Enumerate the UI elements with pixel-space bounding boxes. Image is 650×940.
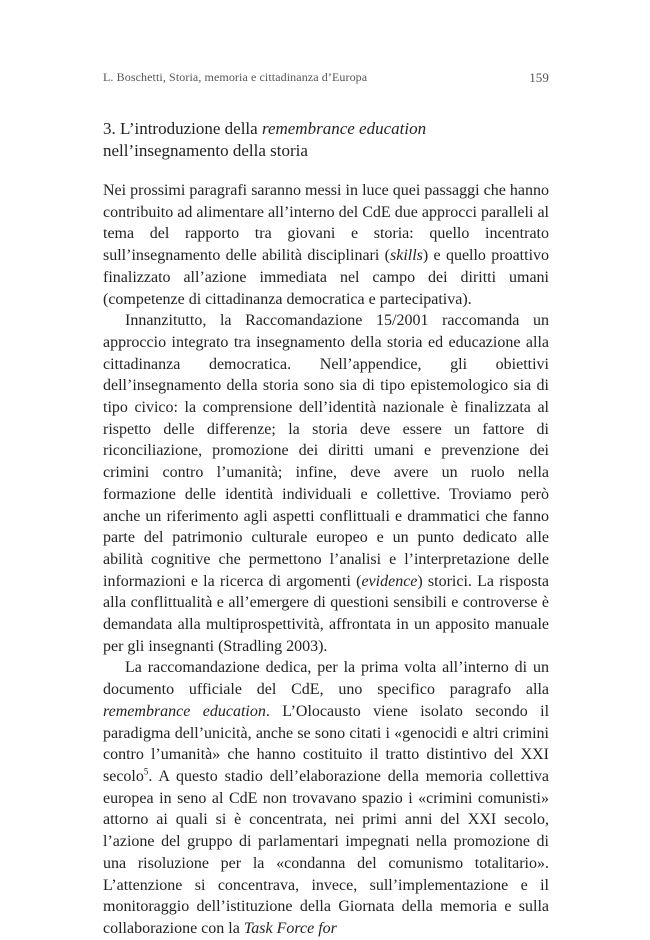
- paragraph-text: ) storici. La risposta alla conflittualità e all’emergere di questioni sensibili e controverse è demandata alla multiprospettività, affrontata in un apposito manuale per gli insegnanti (Stradling 2003).: [103, 572, 550, 655]
- italic-term: skills: [389, 247, 423, 265]
- paragraph-text: ) e quello proattivo finalizzato all’azione immediata nel campo dei diritti umani (competenze di cittadinanza democratica e partecipativa).: [103, 247, 550, 308]
- italic-term: Task Force for: [243, 919, 337, 937]
- italic-term: evidence: [361, 572, 418, 590]
- italic-term: remembrance education: [103, 702, 266, 720]
- paragraph-text: La raccomandazione dedica, per la prima volta all’interno di un documento ufficiale del CdE, uno specifico paragrafo alla: [103, 659, 549, 699]
- section-heading-suffix: nell’insegnamento della storia: [103, 141, 308, 160]
- running-title: L. Boschetti, Storia, memoria e cittadinanza d’Europa: [103, 70, 368, 84]
- page-number: 159: [529, 70, 549, 85]
- paragraph-text: . A questo stadio dell’elaborazione della memoria collettiva europea in seno al CdE non trovavano spazio i «crimini comunisti» attorno ai quali si è concentrata, nei primi anni del XXI secolo, l’azione del gruppo di parlamentari impegnati nella promozione di una risoluzione per la «condanna del comunismo totalitario». L’attenzione si concentrava, invece, sull’implementazione e il monitoraggio dell’istituzione della Giornata della memoria e sulla collaborazione con la: [103, 767, 549, 937]
- section-heading-prefix: 3. L’introduzione della: [103, 119, 262, 138]
- body-text: [103, 180, 549, 940]
- paragraph-text: Innanzitutto, la Raccomandazione 15/2001 raccomanda un approccio integrato tra insegnamento della storia ed educazione alla cittadinanza democratica. Nell’appendice, gli obiettivi dell’insegnamento della storia sono sia di tipo epistemologico sia di tipo civico: la comprensione dell’identità nazionale è finalizzata al rispetto delle differenze; la storia deve essere un fattore di riconciliazione, promozione dei diritti umani e prevenzione dei crimini contro l’umanità; infine, deve avere un ruolo nella formazione delle identità individuali e collettive. Troviamo però anche un riferimento agli aspetti conflittuali e drammatici che fanno parte del patrimonio culturale europeo e un punto dedicato alle abilità cognitive che permettono l’analisi e l’interpretazione delle informazioni e la ricerca di argomenti (: [103, 312, 549, 590]
- paragraph-text: Nei prossimi paragrafi saranno messi in luce quei passaggi che hanno contribuito ad alimentare all’interno del CdE due approcci paralleli al tema del rapporto tra giovani e storia: quello incentrato sull’insegnamento delle abilità disciplinari (: [103, 182, 549, 265]
- section-heading: [103, 118, 549, 162]
- section-heading-emphasis: remembrance education: [261, 119, 427, 138]
- paragraph-text: . L’Olocausto viene isolato secondo il paradigma dell’unicità, anche se sono citati i «genocidi e altri crimini contro l’umanità» che hanno costituito il tratto distintivo del XXI secolo: [103, 702, 550, 785]
- paragraph-3: [103, 657, 549, 939]
- footnote-marker[interactable]: 5: [143, 766, 149, 777]
- paragraph-1: [103, 180, 549, 310]
- paragraph-2: [103, 310, 549, 657]
